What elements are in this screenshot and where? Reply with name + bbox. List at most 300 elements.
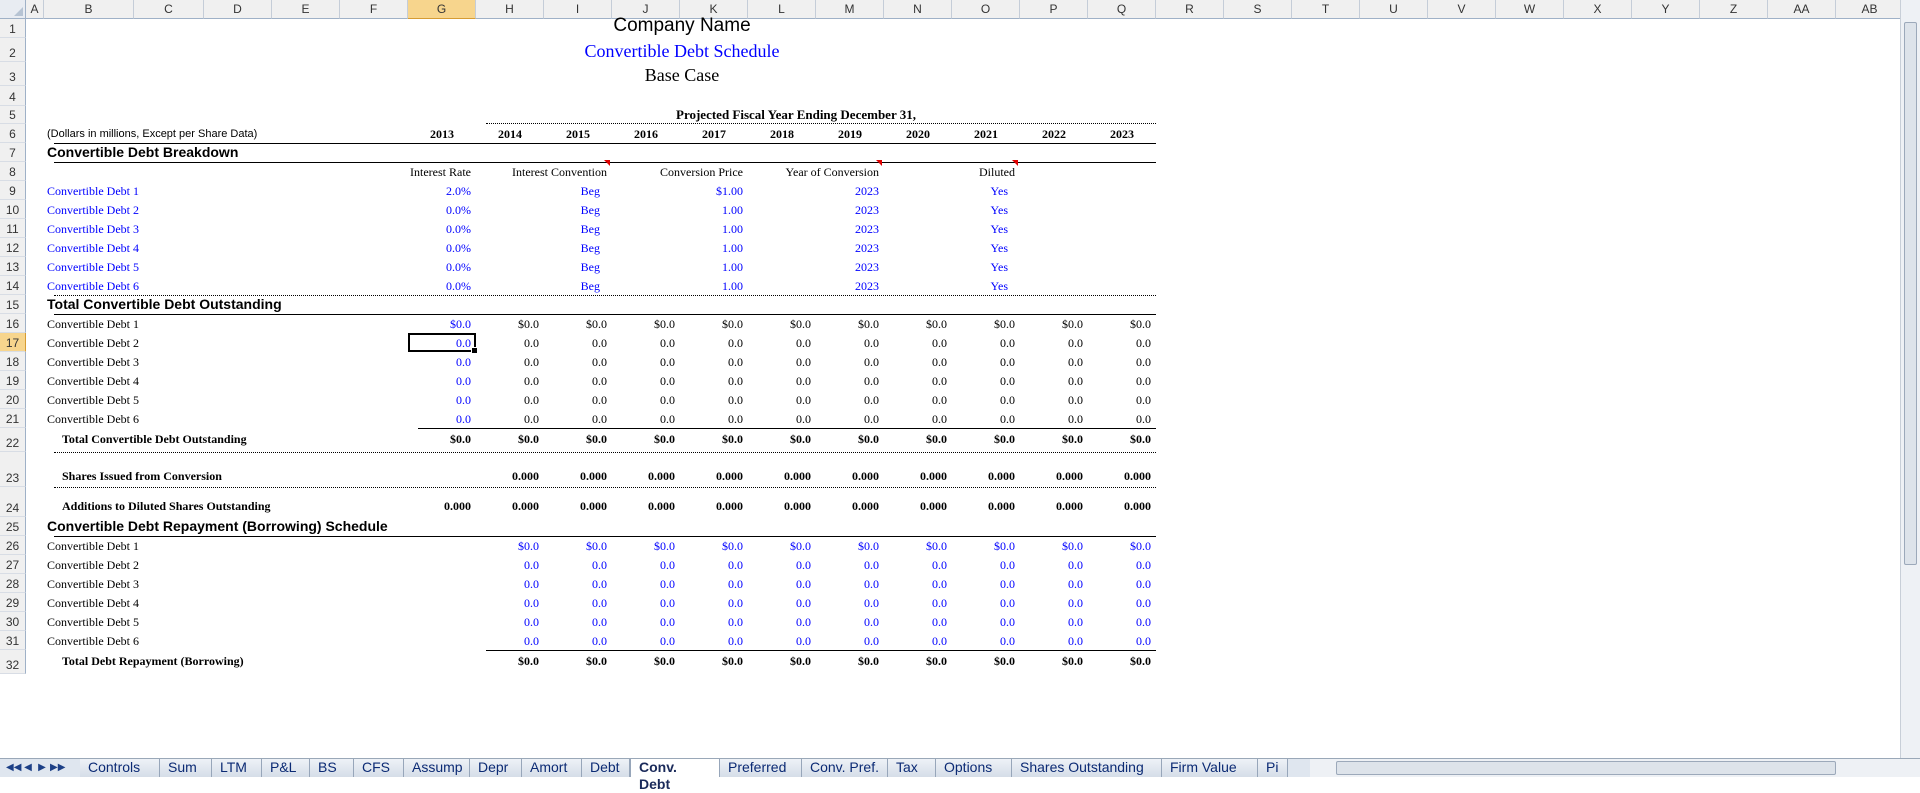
- sheet-tab[interactable]: Depr: [470, 759, 522, 777]
- total-repayment-value[interactable]: $0.0: [926, 654, 947, 668]
- conversion-price-input[interactable]: 1.00: [722, 222, 743, 236]
- row-header[interactable]: [0, 536, 26, 555]
- repayment-input[interactable]: 0.0: [864, 596, 879, 610]
- interest-rate-input[interactable]: 0.0%: [446, 241, 471, 255]
- outstanding-value[interactable]: 0.0: [524, 336, 539, 350]
- row-header[interactable]: [0, 62, 26, 86]
- repayment-input[interactable]: 0.0: [1000, 596, 1015, 610]
- outstanding-value[interactable]: 0.0: [796, 393, 811, 407]
- sheet-tab[interactable]: Amort: [522, 759, 582, 777]
- outstanding-value[interactable]: 0.0: [1136, 336, 1151, 350]
- year-header[interactable]: 2021: [974, 127, 998, 141]
- repayment-input[interactable]: 0.0: [592, 634, 607, 648]
- outstanding-value[interactable]: $0.0: [1130, 317, 1151, 331]
- outstanding-value[interactable]: 0.0: [864, 412, 879, 426]
- additions-diluted-value[interactable]: 0.000: [1124, 499, 1151, 513]
- outstanding-value[interactable]: 0.0: [456, 393, 471, 407]
- repayment-input[interactable]: 0.0: [864, 634, 879, 648]
- units-label[interactable]: (Dollars in millions, Except per Share Data): [47, 128, 258, 140]
- shares-issued-value[interactable]: 0.000: [648, 469, 675, 483]
- outstanding-value[interactable]: 0.0: [1000, 393, 1015, 407]
- outstanding-value[interactable]: $0.0: [858, 317, 879, 331]
- row-header[interactable]: [0, 276, 26, 295]
- outstanding-value[interactable]: 0.0: [1068, 374, 1083, 388]
- interest-convention-input[interactable]: Beg: [580, 260, 600, 274]
- repayment-input[interactable]: 0.0: [728, 596, 743, 610]
- last-sheet-icon[interactable]: ▶▶: [50, 762, 66, 773]
- outstanding-value[interactable]: 0.0: [864, 374, 879, 388]
- breakdown-row-label[interactable]: Convertible Debt 2: [47, 203, 139, 217]
- total-outstanding-value[interactable]: $0.0: [450, 432, 471, 446]
- interest-rate-input[interactable]: 0.0%: [446, 222, 471, 236]
- shares-issued-value[interactable]: 0.000: [716, 469, 743, 483]
- sheet-tab[interactable]: Shares Outstanding: [1012, 759, 1162, 777]
- repayment-input[interactable]: $0.0: [858, 539, 879, 553]
- shares-issued-value[interactable]: 0.000: [988, 469, 1015, 483]
- column-header[interactable]: Q: [1088, 0, 1156, 19]
- repayment-input[interactable]: $0.0: [1062, 539, 1083, 553]
- repayment-input[interactable]: 0.0: [592, 558, 607, 572]
- outstanding-value[interactable]: 0.0: [524, 412, 539, 426]
- conversion-price-input[interactable]: 1.00: [722, 260, 743, 274]
- repayment-input[interactable]: 0.0: [524, 577, 539, 591]
- repayment-row-label[interactable]: Convertible Debt 2: [47, 558, 139, 572]
- row-header[interactable]: [0, 106, 26, 124]
- year-header[interactable]: 2022: [1042, 127, 1066, 141]
- conversion-year-input[interactable]: 2023: [855, 222, 879, 236]
- repayment-input[interactable]: 0.0: [524, 596, 539, 610]
- outstanding-row-label[interactable]: Convertible Debt 6: [47, 412, 139, 426]
- outstanding-value[interactable]: 0.0: [524, 393, 539, 407]
- repayment-input[interactable]: 0.0: [524, 558, 539, 572]
- sheet-tab[interactable]: BS: [310, 759, 354, 777]
- outstanding-value[interactable]: 0.0: [524, 355, 539, 369]
- year-header[interactable]: 2014: [498, 127, 522, 141]
- breakdown-column-header[interactable]: Year of Conversion: [785, 165, 879, 179]
- row-header[interactable]: [0, 428, 26, 452]
- outstanding-value[interactable]: 0.0: [524, 374, 539, 388]
- sheet-tab[interactable]: Controls: [80, 759, 160, 777]
- total-repayment-value[interactable]: $0.0: [1062, 654, 1083, 668]
- total-outstanding-value[interactable]: $0.0: [790, 432, 811, 446]
- interest-convention-input[interactable]: Beg: [580, 222, 600, 236]
- outstanding-value[interactable]: 0.0: [728, 393, 743, 407]
- year-header[interactable]: 2020: [906, 127, 930, 141]
- year-header[interactable]: 2023: [1110, 127, 1134, 141]
- repayment-input[interactable]: 0.0: [796, 615, 811, 629]
- shares-issued-value[interactable]: 0.000: [512, 469, 539, 483]
- interest-rate-input[interactable]: 0.0%: [446, 260, 471, 274]
- outstanding-value[interactable]: $0.0: [926, 317, 947, 331]
- interest-rate-input[interactable]: 0.0%: [446, 203, 471, 217]
- row-header[interactable]: [0, 409, 26, 428]
- row-header[interactable]: [0, 487, 26, 517]
- additions-diluted-value[interactable]: 0.000: [1056, 499, 1083, 513]
- outstanding-value[interactable]: 0.0: [456, 374, 471, 388]
- conversion-price-input[interactable]: 1.00: [722, 241, 743, 255]
- column-header[interactable]: Y: [1632, 0, 1700, 19]
- row-header[interactable]: [0, 238, 26, 257]
- repayment-input[interactable]: 0.0: [864, 615, 879, 629]
- outstanding-value[interactable]: 0.0: [660, 336, 675, 350]
- breakdown-column-header[interactable]: Interest Rate: [410, 165, 471, 179]
- repayment-input[interactable]: 0.0: [660, 596, 675, 610]
- conversion-year-input[interactable]: 2023: [855, 241, 879, 255]
- interest-convention-input[interactable]: Beg: [580, 241, 600, 255]
- year-header[interactable]: 2019: [838, 127, 862, 141]
- repayment-input[interactable]: 0.0: [796, 596, 811, 610]
- column-header[interactable]: R: [1156, 0, 1224, 19]
- outstanding-value[interactable]: $0.0: [1062, 317, 1083, 331]
- total-outstanding-value[interactable]: $0.0: [1062, 432, 1083, 446]
- sheet-tab[interactable]: LTM: [212, 759, 262, 777]
- repayment-input[interactable]: 0.0: [728, 615, 743, 629]
- row-header[interactable]: [0, 295, 26, 314]
- outstanding-value[interactable]: 0.0: [864, 393, 879, 407]
- comment-indicator-icon[interactable]: [604, 160, 610, 166]
- repayment-input[interactable]: 0.0: [524, 634, 539, 648]
- sheet-tab[interactable]: Pi: [1258, 759, 1288, 777]
- repayment-input[interactable]: 0.0: [1068, 615, 1083, 629]
- repayment-input[interactable]: 0.0: [592, 577, 607, 591]
- diluted-input[interactable]: Yes: [990, 279, 1008, 293]
- outstanding-value[interactable]: 0.0: [796, 412, 811, 426]
- row-header[interactable]: [0, 19, 26, 38]
- outstanding-row-label[interactable]: Convertible Debt 2: [47, 336, 139, 350]
- conversion-price-input[interactable]: $1.00: [716, 184, 743, 198]
- outstanding-value[interactable]: 0.0: [932, 355, 947, 369]
- column-header[interactable]: T: [1292, 0, 1360, 19]
- column-header[interactable]: B: [44, 0, 134, 19]
- diluted-input[interactable]: Yes: [990, 260, 1008, 274]
- repayment-input[interactable]: 0.0: [592, 596, 607, 610]
- column-header[interactable]: D: [204, 0, 272, 19]
- row-header[interactable]: [0, 200, 26, 219]
- repayment-input[interactable]: 0.0: [1000, 634, 1015, 648]
- next-sheet-icon[interactable]: ▶: [38, 762, 46, 773]
- additions-diluted-value[interactable]: 0.000: [716, 499, 743, 513]
- outstanding-row-label[interactable]: Convertible Debt 3: [47, 355, 139, 369]
- outstanding-value[interactable]: 0.0: [660, 412, 675, 426]
- repayment-input[interactable]: 0.0: [1068, 596, 1083, 610]
- vertical-scroll-thumb[interactable]: [1904, 22, 1917, 565]
- outstanding-value[interactable]: 0.0: [864, 336, 879, 350]
- outstanding-value[interactable]: 0.0: [932, 412, 947, 426]
- shares-issued-value[interactable]: 0.000: [580, 469, 607, 483]
- select-all-corner[interactable]: [0, 0, 26, 19]
- total-outstanding-label[interactable]: Total Convertible Debt Outstanding: [62, 432, 247, 446]
- repayment-input[interactable]: 0.0: [1068, 558, 1083, 572]
- shares-issued-value[interactable]: 0.000: [1124, 469, 1151, 483]
- outstanding-value[interactable]: 0.0: [592, 374, 607, 388]
- row-header[interactable]: [0, 86, 26, 106]
- repayment-input[interactable]: 0.0: [524, 615, 539, 629]
- outstanding-value[interactable]: 0.0: [728, 336, 743, 350]
- column-header[interactable]: P: [1020, 0, 1088, 19]
- row-header[interactable]: [0, 352, 26, 371]
- comment-indicator-icon[interactable]: [876, 160, 882, 166]
- repayment-input[interactable]: 0.0: [932, 558, 947, 572]
- total-outstanding-value[interactable]: $0.0: [518, 432, 539, 446]
- outstanding-value[interactable]: 0.0: [1136, 355, 1151, 369]
- total-repayment-value[interactable]: $0.0: [518, 654, 539, 668]
- repayment-input[interactable]: 0.0: [864, 577, 879, 591]
- repayment-input[interactable]: $0.0: [518, 539, 539, 553]
- row-header[interactable]: [0, 162, 26, 181]
- row-header[interactable]: [0, 593, 26, 612]
- interest-rate-input[interactable]: 2.0%: [446, 184, 471, 198]
- outstanding-value[interactable]: 0.0: [1000, 374, 1015, 388]
- outstanding-value[interactable]: 0.0: [660, 355, 675, 369]
- repayment-input[interactable]: 0.0: [728, 634, 743, 648]
- additions-diluted-value[interactable]: 0.000: [648, 499, 675, 513]
- year-header[interactable]: 2017: [702, 127, 726, 141]
- outstanding-value[interactable]: 0.0: [728, 412, 743, 426]
- sheet-tab[interactable]: Debt: [582, 759, 630, 777]
- repayment-input[interactable]: 0.0: [796, 558, 811, 572]
- total-repayment-value[interactable]: $0.0: [654, 654, 675, 668]
- total-repayment-value[interactable]: $0.0: [858, 654, 879, 668]
- sheet-tab[interactable]: Tax: [888, 759, 936, 777]
- repayment-input[interactable]: 0.0: [1136, 596, 1151, 610]
- row-header[interactable]: [0, 257, 26, 276]
- row-header[interactable]: [0, 452, 26, 487]
- conversion-year-input[interactable]: 2023: [855, 203, 879, 217]
- row-header[interactable]: [0, 38, 26, 62]
- prev-sheet-icon[interactable]: ◀: [24, 762, 32, 773]
- total-outstanding-value[interactable]: $0.0: [858, 432, 879, 446]
- column-header[interactable]: AB: [1836, 0, 1904, 19]
- total-repayment-value[interactable]: $0.0: [586, 654, 607, 668]
- sheet-tab[interactable]: CFS: [354, 759, 404, 777]
- total-repayment-value[interactable]: $0.0: [722, 654, 743, 668]
- repayment-input[interactable]: 0.0: [932, 615, 947, 629]
- column-header[interactable]: K: [680, 0, 748, 19]
- projected-header[interactable]: Projected Fiscal Year Ending December 31,: [676, 107, 916, 122]
- outstanding-value[interactable]: 0.0: [592, 355, 607, 369]
- diluted-input[interactable]: Yes: [990, 203, 1008, 217]
- row-header[interactable]: [0, 181, 26, 200]
- repayment-input[interactable]: 0.0: [1136, 577, 1151, 591]
- repayment-input[interactable]: $0.0: [1130, 539, 1151, 553]
- outstanding-value[interactable]: $0.0: [722, 317, 743, 331]
- repayment-input[interactable]: 0.0: [1136, 558, 1151, 572]
- breakdown-row-label[interactable]: Convertible Debt 6: [47, 279, 139, 293]
- outstanding-value[interactable]: 0.0: [932, 393, 947, 407]
- interest-convention-input[interactable]: Beg: [580, 279, 600, 293]
- outstanding-value[interactable]: 0.0: [660, 374, 675, 388]
- section-title-repayment[interactable]: Convertible Debt Repayment (Borrowing) Schedule: [47, 518, 388, 534]
- interest-convention-input[interactable]: Beg: [580, 203, 600, 217]
- row-header[interactable]: [0, 143, 26, 162]
- outstanding-value[interactable]: 0.0: [1000, 355, 1015, 369]
- column-header[interactable]: H: [476, 0, 544, 19]
- column-header[interactable]: E: [272, 0, 340, 19]
- repayment-input[interactable]: $0.0: [586, 539, 607, 553]
- outstanding-value[interactable]: 0.0: [728, 355, 743, 369]
- repayment-input[interactable]: 0.0: [932, 577, 947, 591]
- repayment-input[interactable]: $0.0: [654, 539, 675, 553]
- sheet-tab[interactable]: Assump: [404, 759, 470, 777]
- outstanding-value[interactable]: 0.0: [864, 355, 879, 369]
- sheet-tab[interactable]: Conv. Debt: [630, 759, 720, 777]
- row-header[interactable]: [0, 333, 26, 352]
- breakdown-row-label[interactable]: Convertible Debt 1: [47, 184, 139, 198]
- row-header[interactable]: [0, 574, 26, 593]
- outstanding-row-label[interactable]: Convertible Debt 4: [47, 374, 139, 388]
- outstanding-value[interactable]: $0.0: [518, 317, 539, 331]
- additions-diluted-value[interactable]: 0.000: [580, 499, 607, 513]
- repayment-input[interactable]: 0.0: [796, 577, 811, 591]
- column-header[interactable]: G: [408, 0, 476, 19]
- outstanding-value[interactable]: 0.0: [932, 374, 947, 388]
- repayment-input[interactable]: 0.0: [796, 634, 811, 648]
- row-header[interactable]: [0, 631, 26, 650]
- outstanding-value[interactable]: 0.0: [456, 412, 471, 426]
- sheet-tab[interactable]: Preferred: [720, 759, 802, 777]
- repayment-input[interactable]: $0.0: [790, 539, 811, 553]
- outstanding-row-label[interactable]: Convertible Debt 1: [47, 317, 139, 331]
- column-header[interactable]: Z: [1700, 0, 1768, 19]
- outstanding-value[interactable]: $0.0: [654, 317, 675, 331]
- outstanding-value[interactable]: 0.0: [1068, 393, 1083, 407]
- total-outstanding-value[interactable]: $0.0: [722, 432, 743, 446]
- sheet-tab[interactable]: Conv. Pref.: [802, 759, 888, 777]
- diluted-input[interactable]: Yes: [990, 222, 1008, 236]
- column-header[interactable]: N: [884, 0, 952, 19]
- column-header[interactable]: U: [1360, 0, 1428, 19]
- column-header[interactable]: A: [26, 0, 44, 19]
- shares-issued-value[interactable]: 0.000: [1056, 469, 1083, 483]
- total-outstanding-value[interactable]: $0.0: [654, 432, 675, 446]
- column-header[interactable]: I: [544, 0, 612, 19]
- total-outstanding-value[interactable]: $0.0: [1130, 432, 1151, 446]
- repayment-input[interactable]: $0.0: [994, 539, 1015, 553]
- outstanding-value[interactable]: 0.0: [1068, 355, 1083, 369]
- column-header[interactable]: O: [952, 0, 1020, 19]
- conversion-year-input[interactable]: 2023: [855, 260, 879, 274]
- repayment-row-label[interactable]: Convertible Debt 6: [47, 634, 139, 648]
- additions-diluted-value[interactable]: 0.000: [444, 499, 471, 513]
- sheet-tab[interactable]: Sum: [160, 759, 212, 777]
- breakdown-row-label[interactable]: Convertible Debt 3: [47, 222, 139, 236]
- outstanding-value[interactable]: 0.0: [796, 374, 811, 388]
- row-header[interactable]: [0, 371, 26, 390]
- repayment-input[interactable]: 0.0: [932, 596, 947, 610]
- conversion-price-input[interactable]: 1.00: [722, 203, 743, 217]
- shares-issued-value[interactable]: 0.000: [920, 469, 947, 483]
- sheet-tab[interactable]: Firm Value: [1162, 759, 1258, 777]
- outstanding-value[interactable]: 0.0: [592, 393, 607, 407]
- outstanding-value[interactable]: 0.0: [1068, 412, 1083, 426]
- row-header[interactable]: [0, 390, 26, 409]
- outstanding-value[interactable]: 0.0: [796, 336, 811, 350]
- repayment-input[interactable]: 0.0: [660, 615, 675, 629]
- column-header[interactable]: F: [340, 0, 408, 19]
- column-header[interactable]: M: [816, 0, 884, 19]
- column-header[interactable]: W: [1496, 0, 1564, 19]
- column-header[interactable]: C: [134, 0, 204, 19]
- year-header[interactable]: 2015: [566, 127, 590, 141]
- breakdown-column-header[interactable]: Diluted: [979, 165, 1015, 179]
- repayment-input[interactable]: 0.0: [1000, 615, 1015, 629]
- total-repayment-value[interactable]: $0.0: [790, 654, 811, 668]
- shares-issued-value[interactable]: 0.000: [852, 469, 879, 483]
- total-repayment-label[interactable]: Total Debt Repayment (Borrowing): [62, 654, 244, 668]
- repayment-input[interactable]: 0.0: [660, 634, 675, 648]
- horizontal-scroll-thumb[interactable]: [1336, 761, 1836, 775]
- outstanding-value[interactable]: $0.0: [994, 317, 1015, 331]
- breakdown-row-label[interactable]: Convertible Debt 4: [47, 241, 139, 255]
- breakdown-column-header[interactable]: Conversion Price: [660, 165, 743, 179]
- vertical-scrollbar[interactable]: [1900, 0, 1920, 760]
- outstanding-value[interactable]: $0.0: [450, 317, 471, 331]
- row-header[interactable]: [0, 124, 26, 143]
- repayment-input[interactable]: 0.0: [660, 558, 675, 572]
- year-header[interactable]: 2018: [770, 127, 794, 141]
- repayment-input[interactable]: 0.0: [1068, 634, 1083, 648]
- scenario-label[interactable]: Base Case: [644, 65, 720, 85]
- outstanding-value[interactable]: 0.0: [1136, 374, 1151, 388]
- row-header[interactable]: [0, 650, 26, 674]
- breakdown-row-label[interactable]: Convertible Debt 5: [47, 260, 139, 274]
- total-outstanding-value[interactable]: $0.0: [994, 432, 1015, 446]
- conversion-year-input[interactable]: 2023: [855, 279, 879, 293]
- repayment-input[interactable]: 0.0: [1000, 577, 1015, 591]
- comment-indicator-icon[interactable]: [1012, 160, 1018, 166]
- outstanding-value[interactable]: $0.0: [790, 317, 811, 331]
- outstanding-value[interactable]: 0.0: [1000, 336, 1015, 350]
- diluted-input[interactable]: Yes: [990, 241, 1008, 255]
- outstanding-value[interactable]: 0.0: [1136, 412, 1151, 426]
- additions-diluted-label[interactable]: Additions to Diluted Shares Outstanding: [62, 499, 271, 513]
- outstanding-value[interactable]: 0.0: [660, 393, 675, 407]
- column-header[interactable]: L: [748, 0, 816, 19]
- year-header[interactable]: 2016: [634, 127, 658, 141]
- row-header[interactable]: [0, 555, 26, 574]
- additions-diluted-value[interactable]: 0.000: [512, 499, 539, 513]
- outstanding-value[interactable]: 0.0: [456, 336, 471, 350]
- repayment-row-label[interactable]: Convertible Debt 1: [47, 539, 139, 553]
- additions-diluted-value[interactable]: 0.000: [852, 499, 879, 513]
- shares-issued-label[interactable]: Shares Issued from Conversion: [62, 469, 222, 483]
- column-header[interactable]: J: [612, 0, 680, 19]
- column-header[interactable]: AA: [1768, 0, 1836, 19]
- first-sheet-icon[interactable]: ◀◀: [6, 762, 22, 773]
- total-outstanding-value[interactable]: $0.0: [586, 432, 607, 446]
- row-header[interactable]: [0, 219, 26, 238]
- outstanding-value[interactable]: $0.0: [586, 317, 607, 331]
- row-header[interactable]: [0, 612, 26, 631]
- repayment-input[interactable]: 0.0: [728, 558, 743, 572]
- additions-diluted-value[interactable]: 0.000: [988, 499, 1015, 513]
- conversion-price-input[interactable]: 1.00: [722, 279, 743, 293]
- repayment-input[interactable]: $0.0: [926, 539, 947, 553]
- repayment-row-label[interactable]: Convertible Debt 3: [47, 577, 139, 591]
- year-header[interactable]: 2013: [430, 127, 454, 141]
- interest-rate-input[interactable]: 0.0%: [446, 279, 471, 293]
- additions-diluted-value[interactable]: 0.000: [920, 499, 947, 513]
- repayment-row-label[interactable]: Convertible Debt 5: [47, 615, 139, 629]
- outstanding-value[interactable]: 0.0: [796, 355, 811, 369]
- section-title-outstanding[interactable]: Total Convertible Debt Outstanding: [47, 296, 282, 312]
- repayment-input[interactable]: 0.0: [728, 577, 743, 591]
- repayment-input[interactable]: 0.0: [1136, 634, 1151, 648]
- company-name[interactable]: Company Name: [613, 15, 751, 36]
- repayment-input[interactable]: 0.0: [932, 634, 947, 648]
- column-header[interactable]: S: [1224, 0, 1292, 19]
- repayment-input[interactable]: $0.0: [722, 539, 743, 553]
